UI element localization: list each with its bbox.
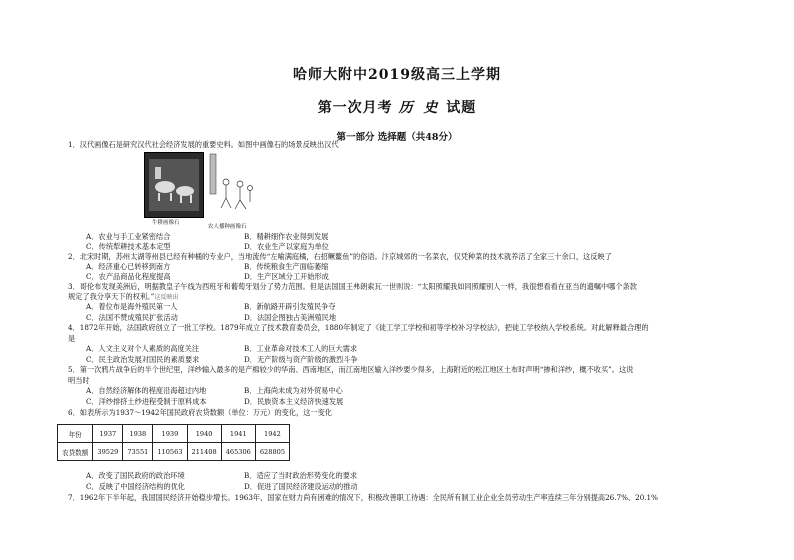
q5-option-c[interactable]: C．洋纱排挤土纱进程受制于原料成本: [86, 397, 207, 406]
q4-option-c[interactable]: C．民主政治发展对国民的素质要求: [86, 355, 200, 364]
q1-caption-right: 农人播种画像石: [208, 224, 247, 230]
table-cell: 73551: [123, 443, 153, 461]
q3-option-c[interactable]: C．法国不赞成殖民扩张活动: [86, 313, 178, 322]
q3-stem: 3．哥伦布发现美洲后，明据教皇子午线为西班牙和葡萄牙划分了势力范围。但是法国国王弗朗索瓦一世则说：“太阳照耀我如同照耀别人一样，我很想看看在亚当的遗嘱中哪个条款: [68, 282, 637, 291]
table-cell: 1941: [221, 425, 255, 443]
q4-option-b[interactable]: B．工业革命对技术工人的巨大需求: [244, 344, 358, 353]
table-cell: 1939: [153, 425, 187, 443]
q2-stem: 2．北宋时期，苏州太湖等州县已经有种桶的专业户，当地流传“左喻满庭橘，右招鳜鳌鱼”的俗语。汴京城郊的一名菜农，仅凭种菜的技术就养活了全家三十余口，这反映了: [68, 252, 612, 261]
q1-option-c[interactable]: C．传统犁耕技术基本定型: [86, 242, 171, 251]
q5-option-d[interactable]: D．民族资本主义经济快速发展: [244, 397, 344, 406]
table-row: [58, 425, 290, 443]
q6-option-c[interactable]: C．反映了中国经济结构的优化: [86, 482, 185, 491]
table-cell: 39529: [93, 443, 123, 461]
q1-option-a[interactable]: A．农业与手工业紧密结合: [86, 232, 171, 241]
q1-option-d[interactable]: D．农业生产以家庭为单位: [244, 242, 329, 251]
loan-table: [57, 424, 290, 461]
table-header-amount: 农贷数额: [58, 443, 93, 461]
subtitle-part1: 第一次月考: [317, 100, 399, 116]
q3-option-d[interactable]: D．法国企图独占美洲殖民地: [244, 313, 337, 322]
table-cell: 465306: [221, 443, 255, 461]
q2-option-a[interactable]: A．经济重心已转移到南方: [86, 262, 171, 271]
q4-option-a[interactable]: A．人文主义对个人素质的高度关注: [86, 344, 200, 353]
exam-subtitle: [0, 97, 794, 117]
table-cell: 1942: [255, 425, 289, 443]
q4-option-d[interactable]: D．无产阶级与资产阶级的激烈斗争: [244, 355, 358, 364]
q3-stem-line2: [68, 292, 178, 302]
q6-stem: 6．如表所示为1937～1942年国民政府农贷数额（单位：万元）的变化，这一变化: [68, 408, 332, 417]
q2-option-b[interactable]: B．传统粮食生产面临萎缩: [244, 262, 329, 271]
page-title: 哈师大附中2019级高三上学期: [293, 67, 501, 83]
q6-option-a[interactable]: A．改变了国民政府的政治环境: [86, 471, 185, 480]
q4-stem: 4．1872年开始，法国政府创立了一批工学校。1879年成立了技术教育委员会，1880年制定了《徒工学工学校和初等学校补习学校法》，把徒工学校纳入学校系统。对此解释最合理的: [68, 323, 649, 332]
table-cell: 1937: [93, 425, 123, 443]
q1-option-b[interactable]: B．精耕细作农业得到发展: [244, 232, 329, 241]
q3-option-b[interactable]: B．新航路开辟引发殖民争夺: [244, 302, 336, 311]
table-header-year: 年份: [58, 425, 93, 443]
section-heading: 第一部分 选择题（共48分）: [336, 132, 458, 143]
q2-option-d[interactable]: D．生产区域分工开始形成: [244, 272, 329, 281]
q5-option-a[interactable]: A．自然经济解体的程度沿海超过内地: [86, 386, 207, 395]
table-row: [58, 443, 290, 461]
table-cell: 1940: [187, 425, 221, 443]
q5-stem-cont: 明当时: [68, 376, 90, 385]
q5-option-b[interactable]: B．上海尚未成为对外贸易中心: [244, 386, 343, 395]
table-cell: 1938: [123, 425, 153, 443]
q6-option-d[interactable]: D．促进了国民经济建设运动的推动: [244, 482, 358, 491]
table-cell: 110563: [153, 443, 187, 461]
q4-stem-cont: 是: [68, 334, 76, 343]
q3-option-a[interactable]: A．着位布是海外殖民第一人: [86, 302, 178, 311]
q5-stem: 5．第一次鸦片战争后的半个世纪里，洋纱输入最多的是产棉较少的华南、西南地区，而江南地区输入洋纱要少得多，上海附近的松江地区土布时声明“掺和洋纱，概不收买”。这说: [68, 365, 634, 374]
table-cell: 628805: [255, 443, 289, 461]
q1-caption-left: 牛耕画像石: [152, 220, 180, 226]
q6-option-b[interactable]: B．适应了当时政治形势变化的要求: [244, 471, 358, 480]
subtitle-part2: 试题: [440, 100, 477, 116]
q1-stem: 1．汉代画像石是研究汉代社会经济发展的重要史料。如图中画像石的场景反映出汉代: [68, 140, 339, 149]
sowing-relief-image: [206, 152, 256, 216]
q1-figure: [144, 152, 256, 228]
subtitle-subject: 历 史: [398, 100, 441, 116]
ox-plough-relief-image: [144, 152, 204, 218]
q2-option-c[interactable]: C．农产品商品化程度提高: [86, 272, 171, 281]
q3-stem-cont: 规定了我分享天下的权利。”: [68, 292, 155, 301]
q7-stem: 7．1962年下半年起，我国国民经济开始稳步增长。1963年，国家在财力尚有困难的情况下，积极改善职工待遇：全民所有制工业企业全员劳动生产率连续三年分别提高26.7%、20.1%: [68, 493, 658, 502]
q3-note: 这反映出: [154, 294, 179, 301]
table-cell: 211408: [187, 443, 221, 461]
